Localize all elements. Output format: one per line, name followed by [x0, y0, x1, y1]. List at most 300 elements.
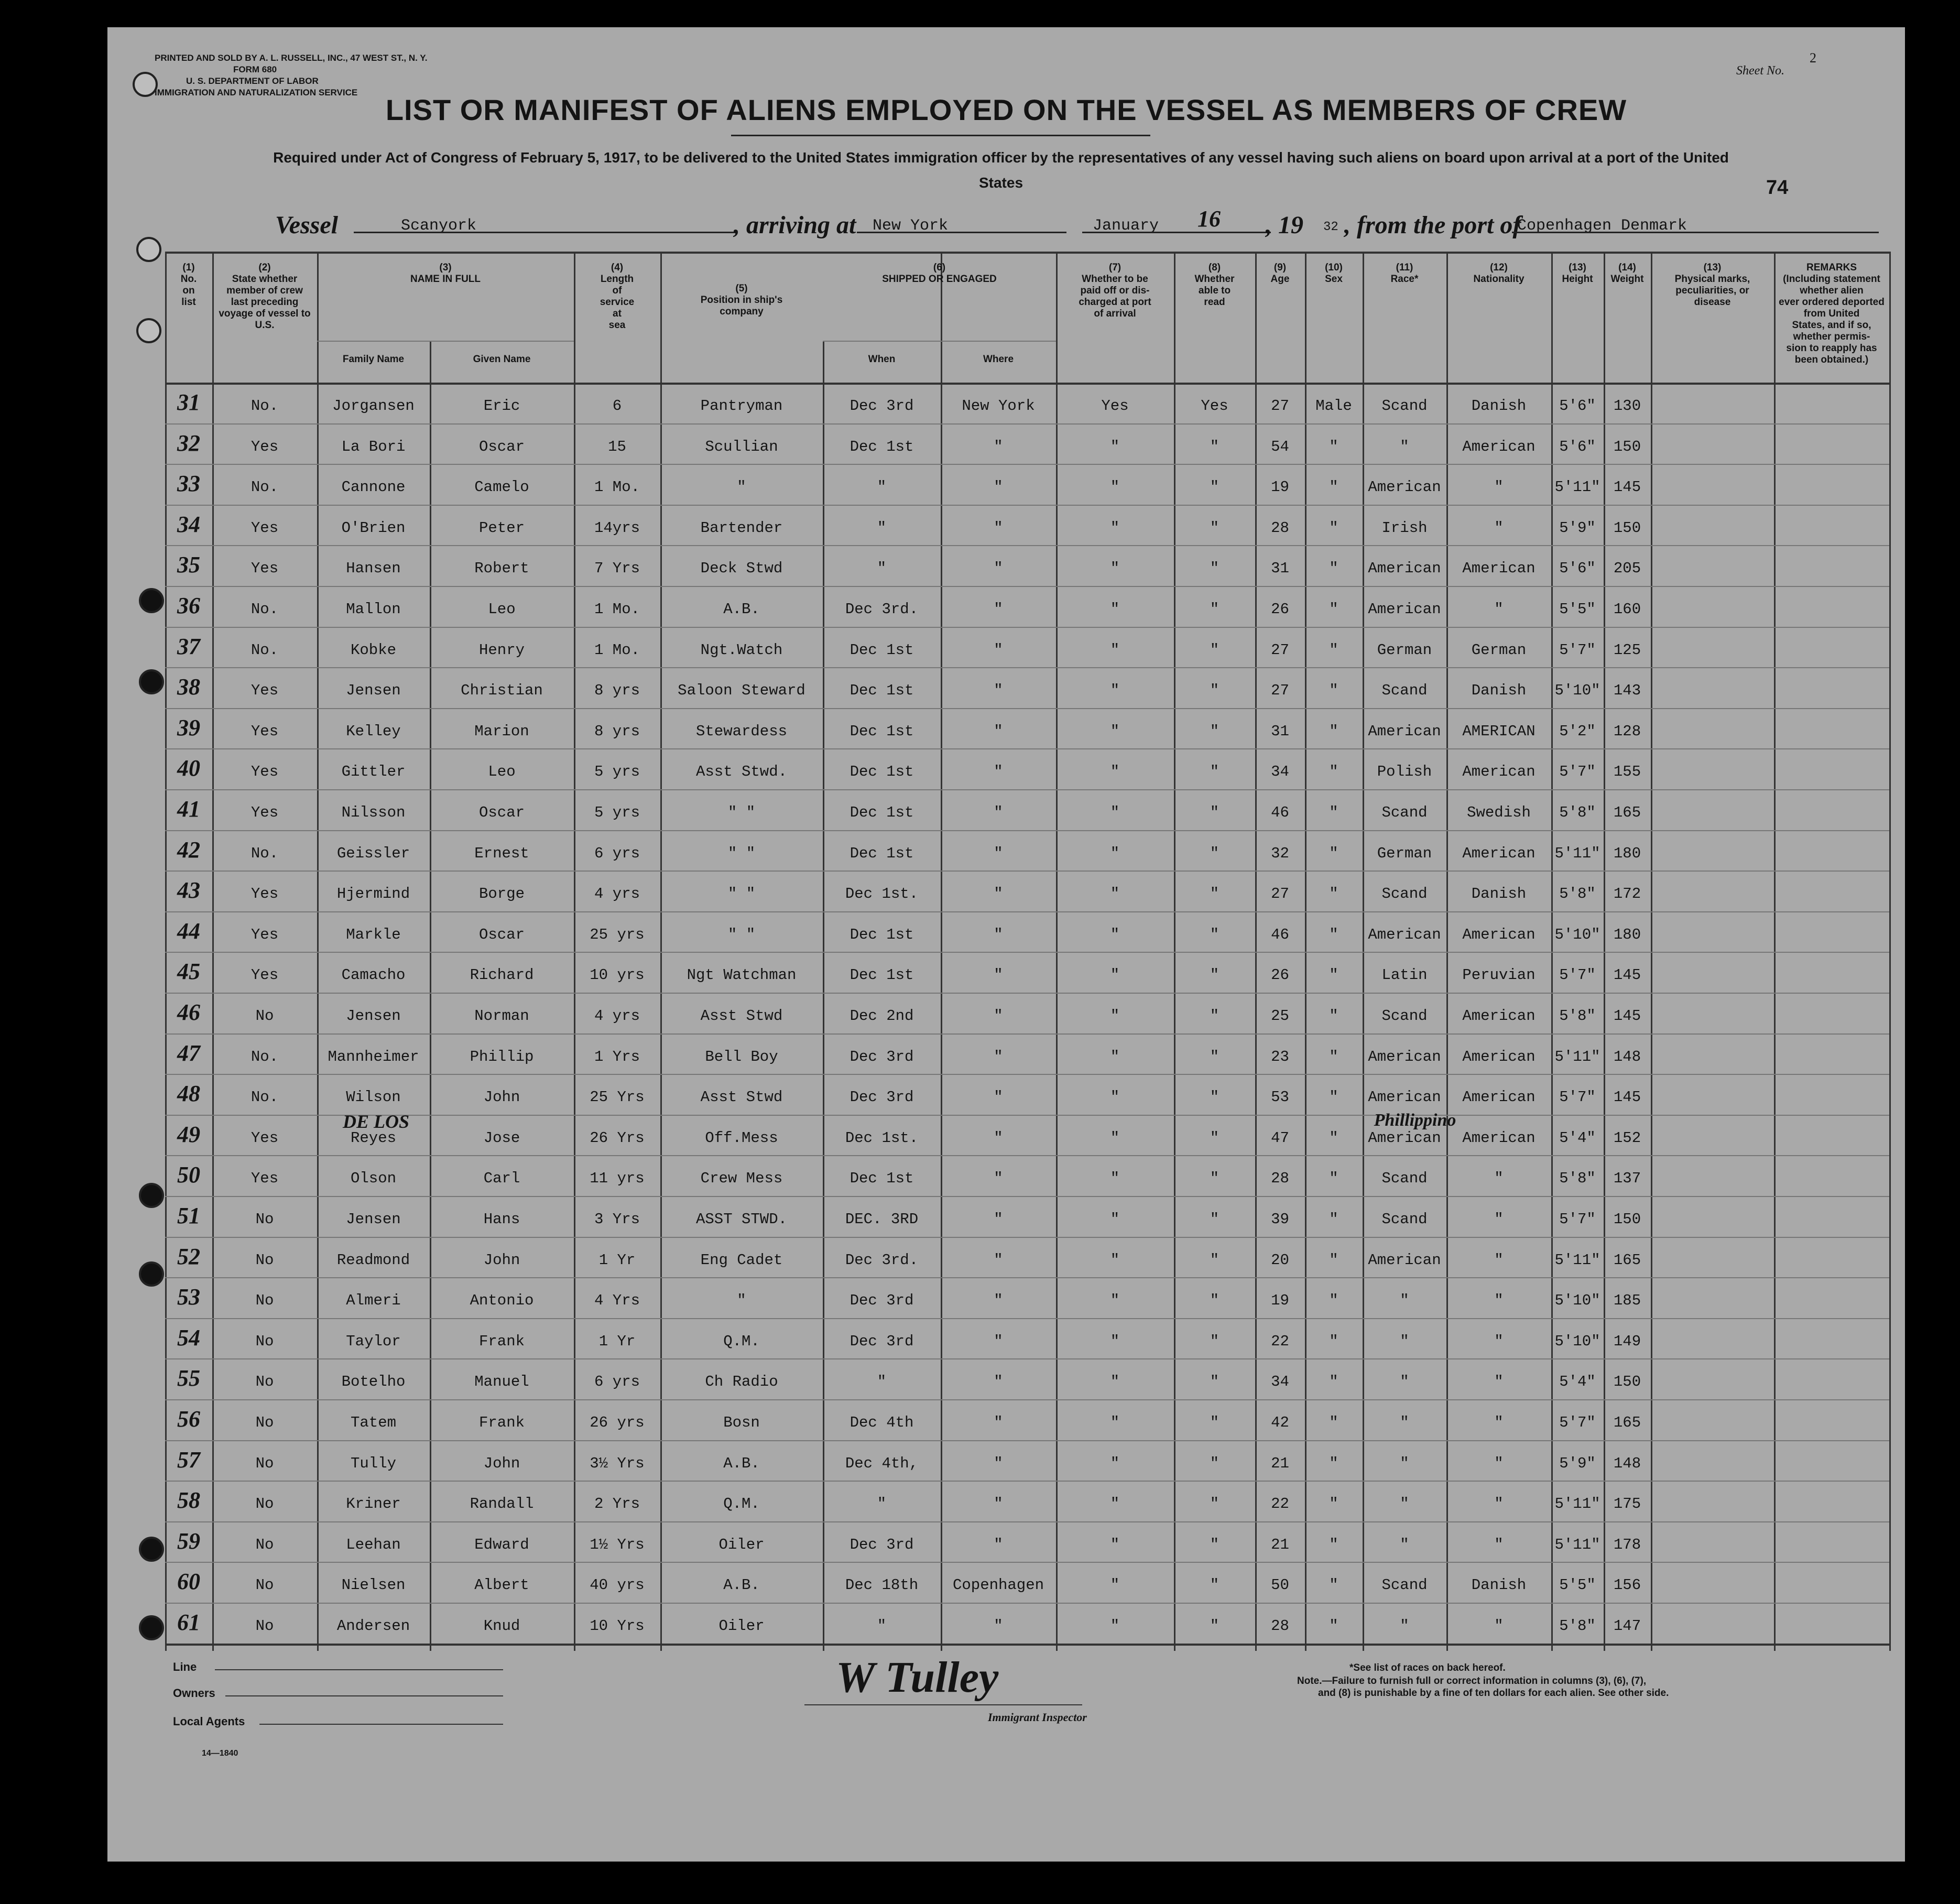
weight: 160 — [1613, 601, 1641, 618]
shipped-when: " — [877, 1373, 887, 1391]
shipped-where: " — [994, 1495, 1003, 1513]
sex: " — [1329, 966, 1338, 984]
nationality: American — [1462, 438, 1536, 455]
service-length: 1 Yr — [598, 1251, 636, 1269]
service-length: 26 yrs — [590, 1414, 645, 1431]
position: A.B. — [723, 1454, 760, 1472]
row-number: 51 — [177, 1203, 200, 1228]
given-name: John — [483, 1251, 520, 1269]
age: 19 — [1271, 1292, 1289, 1310]
height: 5'10" — [1554, 682, 1600, 700]
line-label: Line — [173, 1660, 197, 1673]
paid-off: " — [1110, 1292, 1120, 1310]
given-name: Randall — [470, 1495, 534, 1513]
row-number: 59 — [177, 1528, 200, 1554]
sex: " — [1329, 926, 1338, 943]
sex: " — [1329, 1332, 1338, 1350]
us-voyage: Yes — [251, 1129, 279, 1147]
paid-off: " — [1110, 519, 1120, 537]
service-length: 40 yrs — [590, 1576, 645, 1594]
us-voyage: No — [255, 1007, 274, 1025]
family-name: Kobke — [350, 641, 396, 659]
subheader-rule — [317, 341, 574, 342]
family-name: La Bori — [341, 438, 406, 455]
given-name: Knud — [483, 1617, 520, 1635]
race: American — [1368, 1048, 1441, 1065]
sex: " — [1329, 804, 1338, 821]
row-number: 43 — [177, 877, 200, 904]
nationality: " — [1494, 1495, 1504, 1513]
line-underline — [215, 1669, 503, 1670]
col-header-length: (4) Length of service at sea — [600, 262, 635, 331]
height: 5'11" — [1554, 478, 1600, 496]
service-length: 26 Yrs — [590, 1129, 645, 1147]
col-header-read: (8) Whether able to read — [1194, 262, 1235, 308]
height: 5'8" — [1559, 1617, 1596, 1635]
race: American — [1368, 1129, 1441, 1147]
shipped-where: " — [994, 1292, 1003, 1310]
row-number: 53 — [177, 1284, 200, 1310]
paid-off: " — [1110, 1332, 1120, 1350]
nationality: Peruvian — [1462, 966, 1536, 984]
position: " — [737, 1292, 746, 1310]
height: 5'7" — [1559, 641, 1596, 659]
shipped-where: " — [994, 1129, 1003, 1147]
us-voyage: No — [255, 1454, 274, 1472]
row-number: 37 — [177, 633, 200, 659]
us-voyage: Yes — [251, 926, 279, 943]
paid-off: " — [1110, 1576, 1120, 1594]
sex: " — [1329, 1292, 1338, 1310]
races-note: *See list of races on back hereof. — [1349, 1662, 1506, 1673]
family-name: Taylor — [346, 1332, 401, 1350]
weight: 145 — [1613, 1089, 1641, 1106]
family-name: Jorgansen — [332, 397, 415, 415]
owners-label: Owners — [173, 1687, 215, 1700]
position: Ch Radio — [705, 1373, 778, 1391]
row-rule — [165, 1196, 1889, 1197]
paid-off: " — [1110, 1129, 1120, 1147]
race: American — [1368, 926, 1441, 943]
shipped-where: " — [994, 682, 1003, 700]
race: Scand — [1381, 885, 1428, 903]
age: 50 — [1271, 1576, 1289, 1594]
able-to-read: " — [1210, 763, 1219, 781]
able-to-read: " — [1210, 804, 1219, 821]
sex: " — [1329, 1576, 1338, 1594]
able-to-read: " — [1210, 1617, 1219, 1635]
row-number: 55 — [177, 1365, 200, 1391]
sex: " — [1329, 1170, 1338, 1188]
age: 27 — [1271, 641, 1289, 659]
given-name: Oscar — [478, 804, 525, 821]
crew-table — [165, 252, 1889, 1651]
race: " — [1400, 1414, 1409, 1431]
family-name: Camacho — [341, 966, 406, 984]
row-rule — [165, 1440, 1889, 1441]
printer-line: PRINTED AND SOLD BY A. L. RUSSELL, INC., 47 WEST ST., N. Y. — [155, 53, 428, 63]
nationality: " — [1494, 1617, 1504, 1635]
shipped-when: DEC. 3RD — [845, 1211, 919, 1228]
row-number: 50 — [177, 1162, 200, 1188]
nationality: " — [1494, 1414, 1504, 1431]
row-rule — [165, 1399, 1889, 1400]
us-voyage: No — [255, 1617, 274, 1635]
position: Ngt Watchman — [687, 966, 797, 984]
row-number: 54 — [177, 1324, 200, 1351]
weight: 150 — [1613, 519, 1641, 537]
race: Scand — [1381, 397, 1428, 415]
race: " — [1400, 1536, 1409, 1553]
arrival-day: 16 — [1197, 206, 1221, 232]
age: 22 — [1271, 1332, 1289, 1350]
row-rule — [165, 1237, 1889, 1238]
sex: " — [1329, 641, 1338, 659]
position: Saloon Steward — [678, 682, 805, 700]
age: 54 — [1271, 438, 1289, 455]
age: 28 — [1271, 519, 1289, 537]
row-rule — [165, 1603, 1889, 1604]
able-to-read: " — [1210, 1454, 1219, 1472]
race: " — [1400, 1373, 1409, 1391]
nationality: American — [1462, 1129, 1536, 1147]
shipped-where: " — [994, 1089, 1003, 1106]
able-to-read: " — [1210, 519, 1219, 537]
us-voyage: Yes — [251, 722, 279, 740]
nationality: American — [1462, 1089, 1536, 1106]
us-voyage: No — [255, 1373, 274, 1391]
age: 31 — [1271, 560, 1289, 578]
sex: " — [1329, 885, 1338, 903]
race: American — [1368, 560, 1441, 578]
service-length: 11 yrs — [590, 1170, 645, 1188]
shipped-when: Dec 3rd. — [845, 1251, 919, 1269]
age: 23 — [1271, 1048, 1289, 1065]
given-name: Oscar — [478, 438, 525, 455]
paid-off: " — [1110, 1454, 1120, 1472]
race: Scand — [1381, 804, 1428, 821]
header-rule — [165, 252, 1889, 254]
arriving-label: , arriving at — [734, 211, 856, 239]
nationality: AMERICAN — [1462, 722, 1536, 740]
shipped-where: " — [994, 1048, 1003, 1065]
position: A.B. — [723, 1576, 760, 1594]
row-number: 46 — [177, 999, 200, 1025]
height: 5'7" — [1559, 1089, 1596, 1106]
col-header-weight: (14) Weight — [1610, 262, 1644, 285]
us-voyage: No — [255, 1495, 274, 1513]
family-name: Jensen — [346, 1007, 401, 1025]
printer-block — [155, 52, 427, 99]
service-length: 14yrs — [594, 519, 640, 537]
us-voyage: No. — [251, 478, 279, 496]
race: Scand — [1381, 1576, 1428, 1594]
height: 5'8" — [1559, 885, 1596, 903]
service-length: 10 Yrs — [590, 1617, 645, 1635]
race: American — [1368, 601, 1441, 618]
row-rule — [165, 1318, 1889, 1319]
sex: " — [1329, 438, 1338, 455]
age: 32 — [1271, 844, 1289, 862]
paid-off: " — [1110, 722, 1120, 740]
family-name: Andersen — [336, 1617, 410, 1635]
race: American — [1368, 1089, 1441, 1106]
height: 5'5" — [1559, 1576, 1596, 1594]
shipped-where: " — [994, 804, 1003, 821]
shipped-where: " — [994, 966, 1003, 984]
able-to-read: " — [1210, 1007, 1219, 1025]
row-rule — [165, 667, 1889, 668]
age: 46 — [1271, 926, 1289, 943]
shipped-when: Dec 2nd — [850, 1007, 914, 1025]
shipped-when: " — [877, 519, 887, 537]
weight: 205 — [1613, 560, 1641, 578]
able-to-read: Yes — [1201, 397, 1228, 415]
row-number: 35 — [177, 552, 200, 578]
sex: " — [1329, 844, 1338, 862]
paid-off: " — [1110, 641, 1120, 659]
punch-hole — [139, 1183, 164, 1208]
age: 42 — [1271, 1414, 1289, 1431]
us-voyage: No — [255, 1292, 274, 1310]
able-to-read: " — [1210, 1129, 1219, 1147]
sex: " — [1329, 1454, 1338, 1472]
height: 5'7" — [1559, 1211, 1596, 1228]
service-length: 10 yrs — [590, 966, 645, 984]
position: A.B. — [723, 601, 760, 618]
from-port: Copenhagen Denmark — [1517, 217, 1687, 235]
shipped-where: " — [994, 1251, 1003, 1269]
column-rule — [1889, 252, 1891, 1651]
age: 34 — [1271, 763, 1289, 781]
able-to-read: " — [1210, 1211, 1219, 1228]
given-name: Albert — [474, 1576, 529, 1594]
weight: 145 — [1613, 478, 1641, 496]
nationality: " — [1494, 1373, 1504, 1391]
us-voyage: Yes — [251, 966, 279, 984]
given-name: Edward — [474, 1536, 529, 1553]
height: 5'6" — [1559, 560, 1596, 578]
able-to-read: " — [1210, 1292, 1219, 1310]
shipped-where: " — [994, 478, 1003, 496]
nationality: " — [1494, 1292, 1504, 1310]
nationality: " — [1494, 478, 1504, 496]
us-voyage: Yes — [251, 438, 279, 455]
able-to-read: " — [1210, 560, 1219, 578]
shipped-where: " — [994, 763, 1003, 781]
height: 5'11" — [1554, 1048, 1600, 1065]
race: German — [1377, 844, 1432, 862]
us-voyage: No — [255, 1536, 274, 1553]
service-length: 1 Yr — [598, 1332, 636, 1350]
year-label: , 19 — [1266, 211, 1303, 239]
weight: 156 — [1613, 1576, 1641, 1594]
col-header-shipped: (6) SHIPPED OR ENGAGED — [882, 262, 997, 285]
age: 19 — [1271, 478, 1289, 496]
given-name: Carl — [483, 1170, 520, 1188]
paid-off: " — [1110, 1170, 1120, 1188]
vessel-name: Scanyork — [401, 217, 477, 235]
us-voyage: No. — [251, 844, 279, 862]
height: 5'10" — [1554, 1332, 1600, 1350]
paid-off: " — [1110, 1536, 1120, 1553]
given-name: Jose — [483, 1129, 520, 1147]
weight: 185 — [1613, 1292, 1641, 1310]
paid-off: " — [1110, 885, 1120, 903]
row-number: 36 — [177, 593, 200, 618]
race: Scand — [1381, 1007, 1428, 1025]
sex: " — [1329, 1048, 1338, 1065]
shipped-when: Dec 1st — [850, 763, 914, 781]
manifest-sheet — [107, 27, 1905, 1862]
punch-hole — [139, 1537, 164, 1562]
weight: 152 — [1613, 1129, 1641, 1147]
shipped-when: Dec 1st — [850, 966, 914, 984]
family-name: Nilsson — [341, 804, 406, 821]
nationality: " — [1494, 1170, 1504, 1188]
service-length: 4 yrs — [594, 885, 640, 903]
shipped-where: " — [994, 1454, 1003, 1472]
col-header-physical-marks: (13) Physical marks, peculiarities, or disease — [1674, 262, 1750, 308]
service-length: 8 yrs — [594, 722, 640, 740]
shipped-when: Dec 4th — [850, 1414, 914, 1431]
family-name: Jensen — [346, 1211, 401, 1228]
able-to-read: " — [1210, 601, 1219, 618]
race-correction: Phillippino — [1374, 1110, 1456, 1130]
able-to-read: " — [1210, 926, 1219, 943]
able-to-read: " — [1210, 641, 1219, 659]
nationality: Danish — [1471, 885, 1527, 903]
shipped-where: " — [994, 1007, 1003, 1025]
height: 5'11" — [1554, 844, 1600, 862]
paid-off: " — [1110, 844, 1120, 862]
age: 53 — [1271, 1089, 1289, 1106]
weight: 165 — [1613, 1414, 1641, 1431]
position: Bartender — [700, 519, 783, 537]
from-underline — [1512, 232, 1879, 233]
height: 5'7" — [1559, 763, 1596, 781]
position: Q.M. — [723, 1495, 760, 1513]
age: 26 — [1271, 601, 1289, 618]
row-number: 47 — [177, 1040, 200, 1066]
family-name: Leehan — [346, 1536, 401, 1553]
shipped-where: " — [994, 885, 1003, 903]
service-length: 5 yrs — [594, 804, 640, 821]
paid-off: " — [1110, 1211, 1120, 1228]
sex: " — [1329, 1495, 1338, 1513]
weight: 128 — [1613, 722, 1641, 740]
family-name: Gittler — [341, 763, 406, 781]
position: " " — [727, 844, 756, 862]
height: 5'8" — [1559, 1007, 1596, 1025]
service-length: 15 — [608, 438, 626, 455]
given-name: Phillip — [470, 1048, 534, 1065]
age: 46 — [1271, 804, 1289, 821]
position: Ngt.Watch — [700, 641, 783, 659]
row-rule — [165, 545, 1889, 546]
family-name: Olson — [350, 1170, 396, 1188]
height: 5'4" — [1559, 1129, 1596, 1147]
paid-off: " — [1110, 478, 1120, 496]
paid-off: " — [1110, 560, 1120, 578]
nationality: American — [1462, 1048, 1536, 1065]
shipped-where: " — [994, 1617, 1003, 1635]
family-name: Hjermind — [336, 885, 410, 903]
height: 5'6" — [1559, 397, 1596, 415]
sex: " — [1329, 1251, 1338, 1269]
weight: 150 — [1613, 1373, 1641, 1391]
us-voyage: Yes — [251, 682, 279, 700]
nationality: Swedish — [1467, 804, 1531, 821]
age: 26 — [1271, 966, 1289, 984]
col-header-position: (5) Position in ship's company — [700, 283, 783, 317]
able-to-read: " — [1210, 1251, 1219, 1269]
age: 47 — [1271, 1129, 1289, 1147]
shipped-when: Dec 1st. — [845, 1129, 919, 1147]
race: " — [1400, 438, 1409, 455]
given-name: Richard — [470, 966, 534, 984]
agents-underline — [259, 1724, 503, 1725]
paid-off: " — [1110, 763, 1120, 781]
weight: 148 — [1613, 1454, 1641, 1472]
family-name: Hansen — [346, 560, 401, 578]
row-number: 52 — [177, 1243, 200, 1269]
shipped-where: " — [994, 722, 1003, 740]
nationality: Danish — [1471, 1576, 1527, 1594]
shipped-when: Dec 3rd — [850, 1089, 914, 1106]
page-subtitle: Required under Act of Congress of February 5, 1917, to be delivered to the United States immigration officer by the representatives of any vessel having such aliens on board upon arrival at a port of the United States — [273, 149, 1729, 191]
us-voyage: No — [255, 1332, 274, 1350]
weight: 180 — [1613, 844, 1641, 862]
position: Asst Stwd — [700, 1089, 783, 1106]
able-to-read: " — [1210, 1536, 1219, 1553]
weight: 145 — [1613, 1007, 1641, 1025]
shipped-where: " — [994, 519, 1003, 537]
position: Stewardess — [695, 722, 788, 740]
shipped-where: " — [994, 1211, 1003, 1228]
family-name: O'Brien — [341, 519, 406, 537]
service-length: 25 yrs — [590, 926, 645, 943]
height: 5'5" — [1559, 601, 1596, 618]
service-length: 1 Mo. — [594, 641, 640, 659]
race: Polish — [1377, 763, 1432, 781]
row-rule — [165, 1562, 1889, 1563]
service-length: 5 yrs — [594, 763, 640, 781]
given-name: John — [483, 1454, 520, 1472]
sex: " — [1329, 1129, 1338, 1147]
height: 5'11" — [1554, 1536, 1600, 1553]
weight: 165 — [1613, 804, 1641, 821]
shipped-when: Dec 1st — [850, 926, 914, 943]
paid-off: " — [1110, 804, 1120, 821]
age: 28 — [1271, 1170, 1289, 1188]
given-name: Norman — [474, 1007, 529, 1025]
position: " " — [727, 804, 756, 821]
col-header-race: (11) Race* — [1390, 262, 1419, 285]
row-rule — [165, 871, 1889, 872]
weight: 125 — [1613, 641, 1641, 659]
punch-hole — [136, 318, 161, 343]
paid-off: " — [1110, 1414, 1120, 1431]
weight: 150 — [1613, 1211, 1641, 1228]
able-to-read: " — [1210, 1373, 1219, 1391]
paid-off: " — [1110, 1373, 1120, 1391]
us-voyage: Yes — [251, 885, 279, 903]
weight: 155 — [1613, 763, 1641, 781]
signature-underline — [804, 1704, 1082, 1705]
corner-number: 74 — [1766, 177, 1789, 199]
race: American — [1368, 478, 1441, 496]
